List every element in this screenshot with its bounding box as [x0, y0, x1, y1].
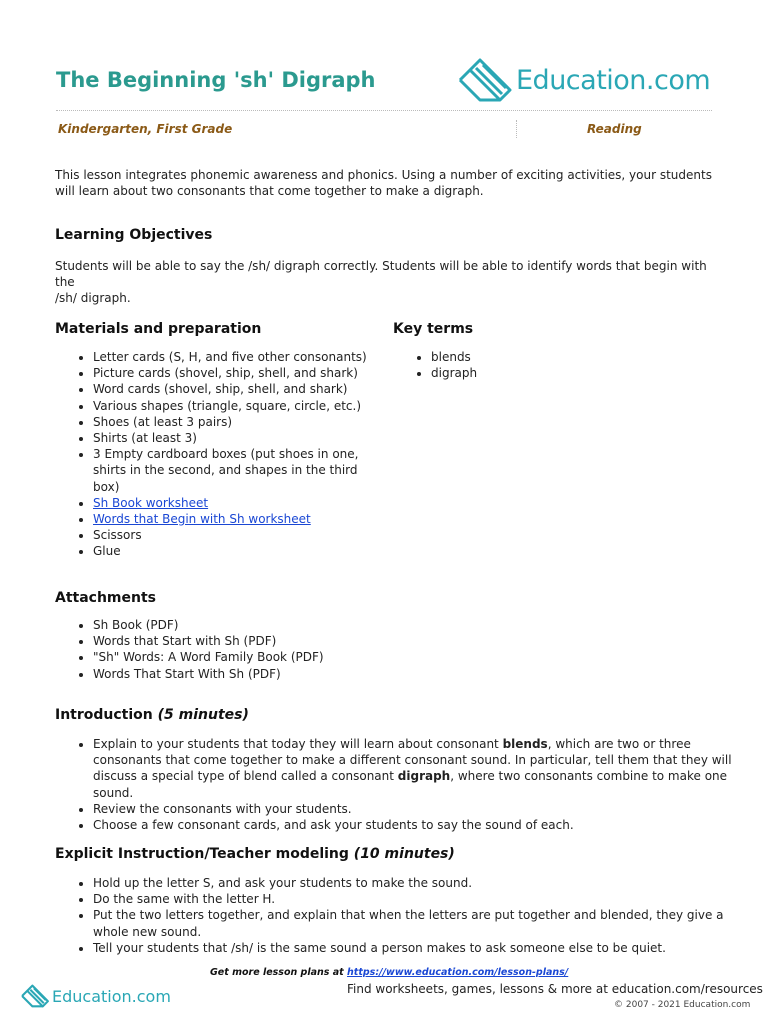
list-item: • Hold up the letter S, and ask your students to make the sound. [93, 875, 735, 891]
education-logo[interactable] [456, 56, 710, 104]
materials-heading: Materials and preparation [55, 321, 262, 337]
list-item: • Words That Start With Sh (PDF) [93, 666, 324, 682]
list-item: • Shoes (at least 3 pairs) [93, 414, 385, 430]
text: Explain to your students that today they will learn about consonant [93, 737, 503, 751]
list-item: • Glue [93, 543, 385, 559]
key-terms-list [393, 349, 477, 381]
list-item-line: box) [93, 479, 120, 494]
introduction-heading [55, 707, 249, 723]
footer-logo[interactable] [20, 982, 171, 1010]
list-item: • Choose a few consonant cards, and ask your students to say the sound of each. [93, 817, 735, 833]
attachments-heading: Attachments [55, 590, 157, 606]
list-item: • Word cards (shovel, ship, shell, and shark) [93, 381, 385, 397]
list-item: • Do the same with the letter H. [93, 891, 735, 907]
text: , where two consonants combine to make one [450, 769, 728, 784]
footer-more-lessons [210, 967, 568, 978]
list-item [93, 495, 385, 511]
header-divider [56, 110, 712, 112]
text: consonants that come together to make a different consonant sound. In particular, tell them that they will [93, 753, 732, 768]
list-item [93, 907, 735, 939]
text: Put the two letters together, and explain that when the letters are put together and blended, they give a [93, 908, 724, 923]
term-blends: blends [502, 737, 548, 751]
list-item: • "Sh" Words: A Word Family Book (PDF) [93, 649, 324, 665]
objectives-line: /sh/ digraph. [55, 291, 131, 305]
text: , which are two or three [547, 737, 691, 751]
list-item: • Words that Start with Sh (PDF) [93, 633, 324, 649]
logo-icon [456, 56, 514, 104]
explicit-instruction-heading [55, 846, 455, 862]
learning-objectives-text [55, 258, 715, 306]
explicit-title: Explicit Instruction/Teacher modeling [55, 846, 349, 862]
objectives-line: Students will be able to say the /sh/ digraph correctly. Students will be able to identify words that begin with the [55, 259, 707, 289]
footer-resources-text: Find worksheets, games, lessons & more at education.com/resources [347, 982, 763, 996]
list-item: • Tell your students that /sh/ is the same sound a person makes to ask someone else to be quiet. [93, 940, 735, 956]
list-item: • Picture cards (shovel, ship, shell, and shark) [93, 365, 385, 381]
list-item: • blends [431, 349, 477, 365]
term-digraph: digraph [397, 769, 451, 784]
words-begin-sh-worksheet-link[interactable]: Words that Begin with Sh worksheet [93, 512, 311, 527]
footer-logo-text: Education.com [52, 986, 171, 1006]
introduction-list [55, 736, 735, 833]
text: whole new sound. [93, 924, 202, 939]
text: sound. [93, 785, 134, 800]
intro-line: will learn about two consonants that come together to make a digraph. [55, 184, 484, 198]
copyright: © 2007 - 2021 Education.com [614, 1000, 751, 1010]
list-item: • Letter cards (S, H, and five other consonants) [93, 349, 385, 365]
footer-more-text: Get more lesson plans at [210, 967, 348, 978]
attachments-list [55, 617, 324, 682]
list-item: • Scissors [93, 527, 385, 543]
introduction-duration: (5 minutes) [157, 707, 249, 723]
list-item-line: shirts in the second, and shapes in the third [93, 463, 358, 478]
list-item: • Sh Book (PDF) [93, 617, 324, 633]
list-item [93, 511, 385, 527]
list-item: • Shirts (at least 3) [93, 430, 385, 446]
logo-icon [20, 982, 50, 1010]
explicit-duration: (10 minutes) [353, 846, 455, 862]
explicit-instruction-list [55, 875, 735, 956]
list-item [93, 736, 735, 801]
list-item: • Review the consonants with your students. [93, 801, 735, 817]
subject: Reading [587, 122, 642, 136]
list-item: • digraph [431, 365, 477, 381]
sh-book-worksheet-link[interactable]: Sh Book worksheet [93, 495, 209, 510]
materials-list [55, 349, 385, 560]
list-item: • Various shapes (triangle, square, circle, etc.) [93, 398, 385, 414]
logo-text: Education.com [516, 64, 711, 96]
learning-objectives-heading: Learning Objectives [55, 227, 213, 243]
list-item [93, 446, 385, 495]
grade-level: Kindergarten, First Grade [58, 122, 233, 136]
intro-line: This lesson integrates phonemic awareness and phonics. Using a number of exciting activities, your students [55, 168, 712, 182]
page-title: The Beginning 'sh' Digraph [56, 68, 376, 92]
intro-paragraph [55, 167, 715, 199]
list-item-line: 3 Empty cardboard boxes (put shoes in one, [93, 447, 359, 462]
header-vertical-divider [516, 120, 517, 138]
lesson-plans-link[interactable]: https://www.education.com/lesson-plans/ [347, 967, 569, 978]
key-terms-heading: Key terms [393, 321, 474, 337]
introduction-title: Introduction [55, 707, 153, 723]
text: discuss a special type of blend called a consonant [93, 769, 398, 784]
